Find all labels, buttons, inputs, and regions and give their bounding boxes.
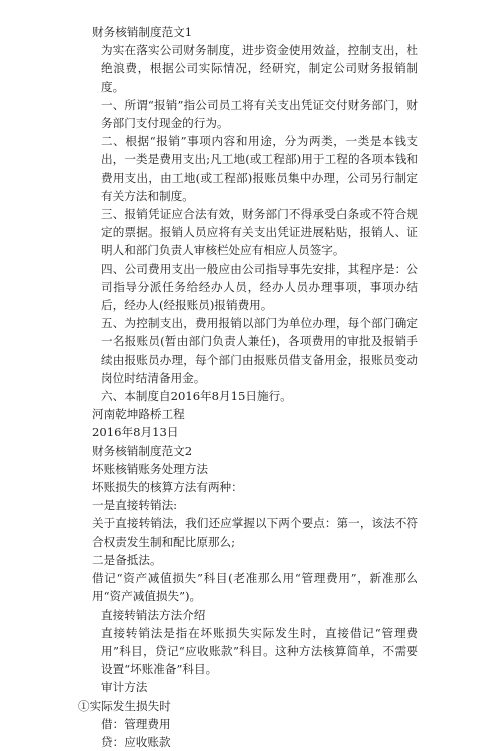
heading-direct-method-intro: 直接转销法方法介绍 bbox=[101, 607, 206, 622]
heading-audit-method: 审计方法 bbox=[101, 680, 148, 695]
company-name: 河南乾坤路桥工程 bbox=[92, 407, 185, 422]
text-loss-occurs: ①实际发生损失时 bbox=[78, 698, 171, 713]
doc-title-2: 财务核销制度范文2 bbox=[92, 443, 193, 458]
section-heading-bad-debt: 坏账核销账务处理方法 bbox=[92, 461, 208, 476]
text-method-2: 二是备抵法。 bbox=[92, 552, 162, 567]
paragraph-direct-writeoff-points: 关于直接转销法，我们还应掌握以下两个要点：第一，该法不符合权责发生制和配比原那么; bbox=[92, 516, 418, 549]
text-methods-intro: 坏账损失的核算方法有两种： bbox=[92, 480, 243, 495]
text-method-1: 一是直接转销法: bbox=[92, 498, 178, 513]
document-date: 2016年8月13日 bbox=[92, 425, 179, 440]
paragraph-rule-4: 四、公司费用支出一般应由公司指导事先安排，其程序是：公司指导分派任务给经办人员，经办人员办理事项，事项办结后，经办人(经报账员)报销费用。 bbox=[101, 261, 418, 313]
paragraph-rule-6: 六、本制度自2016年8月15日施行。 bbox=[101, 389, 292, 404]
text-credit-receivable: 贷：应收账款 bbox=[101, 734, 171, 749]
paragraph-rule-5: 五、为控制支出，费用报销以部门为单位办理，每个部门确定一名报账员(暂由部门负责人兼任)，各项费用的审批及报销手续由报账员办理，每个部门由报账员借支备用金，报账员变动岗位时结清备用金。 bbox=[101, 316, 418, 385]
paragraph-rule-1: 一、所谓“报销”指公司员工将有关支出凭证交付财务部门，财务部门支付现金的行为。 bbox=[101, 97, 418, 131]
doc-title-1: 财务核销制度范文1 bbox=[92, 25, 193, 39]
text-debit-mgmt-expense: 借：管理费用 bbox=[101, 716, 171, 731]
paragraph-debit-entry: 借记“资产减值损失”科目(老准那么用“管理费用”，新准那么用“资产减值损失”)。 bbox=[92, 571, 418, 604]
paragraph-intro: 为实在落实公司财务制度，进步资金使用效益，控制支出，杜绝浪费，根据公司实际情况，经研究，制定公司财务报销制度。 bbox=[101, 43, 418, 94]
paragraph-rule-2: 二、根据“报销”事项内容和用途，分为两类，一类是本钱支出，一类是费用支出;凡工地(或工程部)用于工程的各项本钱和费用支出，由工地(或工程部)报账员集中办理，公司另行制定有关方法和制度。 bbox=[101, 134, 418, 203]
paragraph-direct-method-desc: 直接转销法是指在坏账损失实际发生时，直接借记“管理费用”科目，贷记“应收账款”科目。这种方法核算简单，不需要设置“坏账准备”科目。 bbox=[101, 625, 418, 677]
paragraph-rule-3: 三、报销凭证应合法有效，财务部门不得承受白条或不符合规定的票据。报销人员应将有关支出凭证进展粘贴，报销人、证明人和部门负责人审核栏处应有相应人员签字。 bbox=[101, 207, 418, 258]
